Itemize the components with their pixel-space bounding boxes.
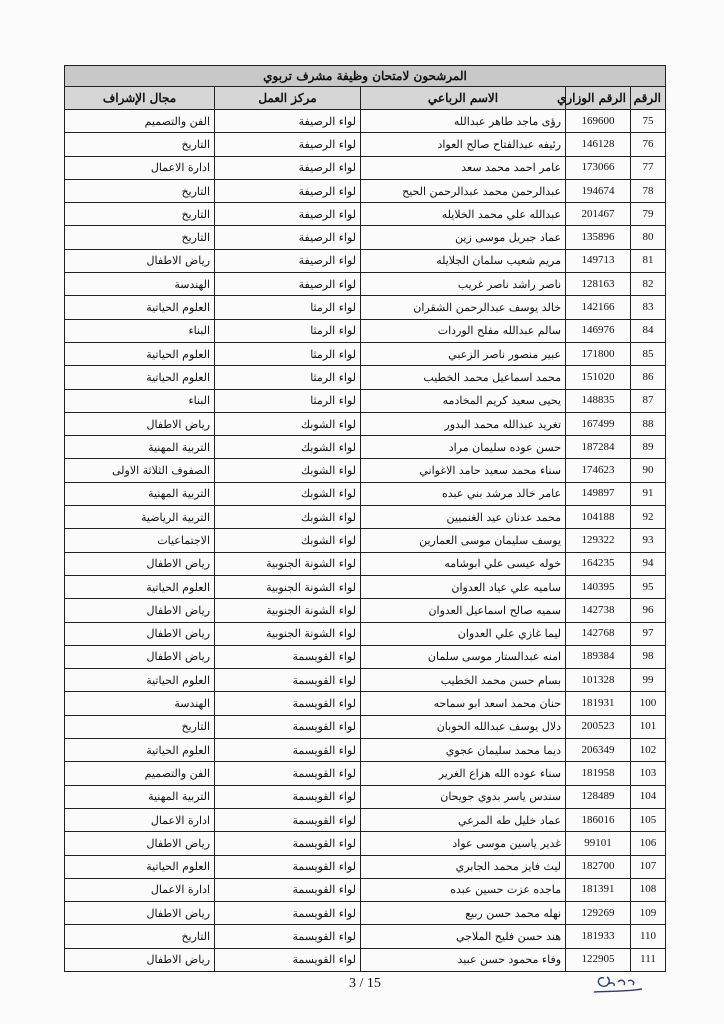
supervision-field-cell: البناء <box>65 319 215 342</box>
table-row <box>65 529 666 552</box>
supervision-field-cell: التاريخ <box>65 226 215 249</box>
ministry-id-cell: 99101 <box>566 832 631 855</box>
work-center-cell: لواء القويسمة <box>215 692 361 715</box>
row-number-cell: 96 <box>631 599 666 622</box>
supervision-field-cell: رياض الاطفال <box>65 902 215 925</box>
table-row <box>65 412 666 435</box>
table-row <box>65 156 666 179</box>
row-number-cell: 95 <box>631 575 666 598</box>
row-number-cell: 87 <box>631 389 666 412</box>
work-center-cell: لواء الشوبك <box>215 529 361 552</box>
table-row <box>65 715 666 738</box>
ministry-id-cell: 122905 <box>566 948 631 971</box>
supervision-field-cell: ادارة الاعمال <box>65 808 215 831</box>
supervision-field-cell: رياض الاطفال <box>65 645 215 668</box>
full-name-cell: سناء عوده الله هزاع الغرير <box>361 762 566 785</box>
full-name-cell: عامر خالد مرشد بني عبده <box>361 482 566 505</box>
work-center-cell: لواء الرصيفة <box>215 273 361 296</box>
supervision-field-cell: العلوم الحياتية <box>65 575 215 598</box>
row-number-cell: 106 <box>631 832 666 855</box>
ministry-id-cell: 186016 <box>566 808 631 831</box>
ministry-id-cell: 151020 <box>566 366 631 389</box>
row-number-cell: 111 <box>631 948 666 971</box>
work-center-cell: لواء القويسمة <box>215 715 361 738</box>
row-number-cell: 81 <box>631 249 666 272</box>
work-center-cell: لواء القويسمة <box>215 925 361 948</box>
ministry-id-cell: 142768 <box>566 622 631 645</box>
full-name-cell: وفاء محمود حسن عبيد <box>361 948 566 971</box>
supervision-field-cell: العلوم الحياتية <box>65 366 215 389</box>
ministry-id-cell: 142166 <box>566 296 631 319</box>
work-center-cell: لواء القويسمة <box>215 808 361 831</box>
table-row <box>65 808 666 831</box>
table-title-row <box>65 66 666 87</box>
supervision-field-cell: التربية الرياضية <box>65 506 215 529</box>
ministry-id-cell: 169600 <box>566 110 631 133</box>
table-row <box>65 389 666 412</box>
ministry-id-cell: 173066 <box>566 156 631 179</box>
work-center-cell: لواء الشونة الجنوبية <box>215 552 361 575</box>
candidates-table <box>64 65 666 972</box>
full-name-cell: بسام حسن محمد الخطيب <box>361 669 566 692</box>
supervision-field-cell: التربية المهنية <box>65 785 215 808</box>
ministry-id-cell: 171800 <box>566 342 631 365</box>
supervision-field-cell: الاجتماعيات <box>65 529 215 552</box>
work-center-cell: لواء القويسمة <box>215 785 361 808</box>
table-row <box>65 575 666 598</box>
ministry-id-cell: 146128 <box>566 133 631 156</box>
table-row <box>65 878 666 901</box>
supervision-field-cell: التاريخ <box>65 715 215 738</box>
table-header-row <box>65 87 666 110</box>
supervision-field-cell: التاريخ <box>65 203 215 226</box>
table-row <box>65 459 666 482</box>
supervision-field-cell: العلوم الحياتية <box>65 739 215 762</box>
row-number-cell: 97 <box>631 622 666 645</box>
full-name-cell: سندس ياسر بدوي جويحان <box>361 785 566 808</box>
ministry-id-cell: 181931 <box>566 692 631 715</box>
header-work-center: مركز العمل <box>215 87 361 110</box>
header-ministry-id: الرقم الوزاري <box>566 87 631 110</box>
table-row <box>65 785 666 808</box>
table-row <box>65 133 666 156</box>
ministry-id-cell: 164235 <box>566 552 631 575</box>
work-center-cell: لواء القويسمة <box>215 855 361 878</box>
row-number-cell: 88 <box>631 412 666 435</box>
table-row <box>65 342 666 365</box>
row-number-cell: 103 <box>631 762 666 785</box>
ministry-id-cell: 140395 <box>566 575 631 598</box>
row-number-cell: 99 <box>631 669 666 692</box>
row-number-cell: 109 <box>631 902 666 925</box>
supervision-field-cell: التاريخ <box>65 179 215 202</box>
work-center-cell: لواء الرمثا <box>215 342 361 365</box>
work-center-cell: لواء الشوبك <box>215 436 361 459</box>
supervision-field-cell: العلوم الحياتية <box>65 855 215 878</box>
ministry-id-cell: 167499 <box>566 412 631 435</box>
work-center-cell: لواء القويسمة <box>215 832 361 855</box>
table-body <box>65 110 666 972</box>
work-center-cell: لواء الرصيفة <box>215 203 361 226</box>
table-row <box>65 645 666 668</box>
table-row <box>65 925 666 948</box>
row-number-cell: 108 <box>631 878 666 901</box>
full-name-cell: خالد يوسف عبدالرحمن الشقران <box>361 296 566 319</box>
table-row <box>65 482 666 505</box>
supervision-field-cell: الصفوف الثلاثة الاولى <box>65 459 215 482</box>
table-row <box>65 739 666 762</box>
full-name-cell: حسن عوده سليمان مراد <box>361 436 566 459</box>
ministry-id-cell: 182700 <box>566 855 631 878</box>
supervision-field-cell: الفن والتصميم <box>65 762 215 785</box>
supervision-field-cell: العلوم الحياتية <box>65 669 215 692</box>
work-center-cell: لواء الشوبك <box>215 482 361 505</box>
table-title: المرشحون لامتحان وظيفة مشرف تربوي <box>65 66 666 87</box>
row-number-cell: 76 <box>631 133 666 156</box>
table-row <box>65 622 666 645</box>
row-number-cell: 110 <box>631 925 666 948</box>
row-number-cell: 105 <box>631 808 666 831</box>
table-row <box>65 179 666 202</box>
row-number-cell: 79 <box>631 203 666 226</box>
full-name-cell: عامر احمد محمد سعد <box>361 156 566 179</box>
work-center-cell: لواء القويسمة <box>215 762 361 785</box>
table-row <box>65 436 666 459</box>
work-center-cell: لواء الرمثا <box>215 389 361 412</box>
work-center-cell: لواء الرصيفة <box>215 226 361 249</box>
work-center-cell: لواء الرصيفة <box>215 179 361 202</box>
full-name-cell: محمد عدنان عيد الغنميين <box>361 506 566 529</box>
full-name-cell: ماجده عزت حسين عبده <box>361 878 566 901</box>
row-number-cell: 75 <box>631 110 666 133</box>
full-name-cell: يوسف سليمان موسى العمارين <box>361 529 566 552</box>
full-name-cell: عماد خليل طه المرعي <box>361 808 566 831</box>
supervision-field-cell: الهندسة <box>65 273 215 296</box>
supervision-field-cell: رياض الاطفال <box>65 249 215 272</box>
table-row <box>65 832 666 855</box>
supervision-field-cell: التربية المهنية <box>65 482 215 505</box>
row-number-cell: 98 <box>631 645 666 668</box>
row-number-cell: 85 <box>631 342 666 365</box>
table-row <box>65 552 666 575</box>
ministry-id-cell: 181933 <box>566 925 631 948</box>
work-center-cell: لواء الرصيفة <box>215 156 361 179</box>
header-supervision-field: مجال الإشراف <box>65 87 215 110</box>
supervision-field-cell: رياض الاطفال <box>65 412 215 435</box>
ministry-id-cell: 174623 <box>566 459 631 482</box>
full-name-cell: غدير ياسين موسى عواد <box>361 832 566 855</box>
work-center-cell: لواء الرمثا <box>215 296 361 319</box>
work-center-cell: لواء القويسمة <box>215 878 361 901</box>
full-name-cell: ديما محمد سليمان عجوي <box>361 739 566 762</box>
ministry-id-cell: 101328 <box>566 669 631 692</box>
row-number-cell: 102 <box>631 739 666 762</box>
supervision-field-cell: ادارة الاعمال <box>65 878 215 901</box>
ministry-id-cell: 200523 <box>566 715 631 738</box>
ministry-id-cell: 181958 <box>566 762 631 785</box>
work-center-cell: لواء الرصيفة <box>215 249 361 272</box>
supervision-field-cell: رياض الاطفال <box>65 622 215 645</box>
full-name-cell: عماد جبريل موسى زين <box>361 226 566 249</box>
full-name-cell: حنان محمد اسعد ابو سماحه <box>361 692 566 715</box>
supervision-field-cell: رياض الاطفال <box>65 948 215 971</box>
row-number-cell: 100 <box>631 692 666 715</box>
full-name-cell: عبدالله علي محمد الخلايله <box>361 203 566 226</box>
work-center-cell: لواء القويسمة <box>215 948 361 971</box>
work-center-cell: لواء الشونة الجنوبية <box>215 622 361 645</box>
supervision-field-cell: رياض الاطفال <box>65 552 215 575</box>
full-name-cell: امنه عبدالستار موسى سلمان <box>361 645 566 668</box>
row-number-cell: 78 <box>631 179 666 202</box>
full-name-cell: ناصر راشد ناصر غريب <box>361 273 566 296</box>
row-number-cell: 92 <box>631 506 666 529</box>
work-center-cell: لواء الشونة الجنوبية <box>215 575 361 598</box>
supervision-field-cell: العلوم الحياتية <box>65 342 215 365</box>
work-center-cell: لواء القويسمة <box>215 669 361 692</box>
work-center-cell: لواء الشوبك <box>215 459 361 482</box>
supervision-field-cell: رياض الاطفال <box>65 832 215 855</box>
supervision-field-cell: التربية المهنية <box>65 436 215 459</box>
row-number-cell: 82 <box>631 273 666 296</box>
full-name-cell: رئيفه عبدالفتاح صالح العواد <box>361 133 566 156</box>
supervision-field-cell: البناء <box>65 389 215 412</box>
ministry-id-cell: 189384 <box>566 645 631 668</box>
work-center-cell: لواء الرصيفة <box>215 110 361 133</box>
full-name-cell: ليث فايز محمد الجابري <box>361 855 566 878</box>
table-row <box>65 273 666 296</box>
row-number-cell: 107 <box>631 855 666 878</box>
row-number-cell: 89 <box>631 436 666 459</box>
ministry-id-cell: 149897 <box>566 482 631 505</box>
full-name-cell: تغريد عبدالله محمد البدور <box>361 412 566 435</box>
supervision-field-cell: رياض الاطفال <box>65 599 215 622</box>
ministry-id-cell: 129269 <box>566 902 631 925</box>
table-row <box>65 296 666 319</box>
row-number-cell: 86 <box>631 366 666 389</box>
ministry-id-cell: 146976 <box>566 319 631 342</box>
row-number-cell: 90 <box>631 459 666 482</box>
ministry-id-cell: 187284 <box>566 436 631 459</box>
work-center-cell: لواء الرمثا <box>215 319 361 342</box>
row-number-cell: 80 <box>631 226 666 249</box>
full-name-cell: خوله عيسى علي ابوشامه <box>361 552 566 575</box>
row-number-cell: 83 <box>631 296 666 319</box>
row-number-cell: 93 <box>631 529 666 552</box>
supervision-field-cell: ادارة الاعمال <box>65 156 215 179</box>
table-row <box>65 506 666 529</box>
table-row <box>65 319 666 342</box>
ministry-id-cell: 201467 <box>566 203 631 226</box>
header-full-name: الاسم الرباعي <box>361 87 566 110</box>
ministry-id-cell: 128489 <box>566 785 631 808</box>
table-row <box>65 902 666 925</box>
work-center-cell: لواء الشوبك <box>215 506 361 529</box>
full-name-cell: رؤى ماجد طاهر عبدالله <box>361 110 566 133</box>
row-number-cell: 101 <box>631 715 666 738</box>
supervision-field-cell: الفن والتصميم <box>65 110 215 133</box>
table-row <box>65 366 666 389</box>
work-center-cell: لواء الشونة الجنوبية <box>215 599 361 622</box>
work-center-cell: لواء الشوبك <box>215 412 361 435</box>
work-center-cell: لواء القويسمة <box>215 645 361 668</box>
ministry-id-cell: 104188 <box>566 506 631 529</box>
ministry-id-cell: 129322 <box>566 529 631 552</box>
header-number: الرقم <box>631 87 666 110</box>
work-center-cell: لواء القويسمة <box>215 902 361 925</box>
full-name-cell: عبير منصور ناصر الزعبي <box>361 342 566 365</box>
table-row <box>65 249 666 272</box>
ministry-id-cell: 128163 <box>566 273 631 296</box>
full-name-cell: ليما غازي علي العدوان <box>361 622 566 645</box>
ministry-id-cell: 142738 <box>566 599 631 622</box>
table-row <box>65 110 666 133</box>
work-center-cell: لواء الرمثا <box>215 366 361 389</box>
full-name-cell: عبدالرحمن محمد عبدالرحمن الحيح <box>361 179 566 202</box>
supervision-field-cell: التاريخ <box>65 133 215 156</box>
ministry-id-cell: 135896 <box>566 226 631 249</box>
full-name-cell: سناء محمد سعيد حامد الاغواني <box>361 459 566 482</box>
full-name-cell: هند حسن فليح الملاجي <box>361 925 566 948</box>
ministry-id-cell: 194674 <box>566 179 631 202</box>
table-row <box>65 762 666 785</box>
full-name-cell: سميه صالح اسماعيل العدوان <box>361 599 566 622</box>
ministry-id-cell: 206349 <box>566 739 631 762</box>
full-name-cell: محمد اسماعيل محمد الخطيب <box>361 366 566 389</box>
signature-mark <box>590 962 650 1002</box>
page-number: 3 / 15 <box>349 976 381 991</box>
full-name-cell: سالم عبدالله مفلح الوردات <box>361 319 566 342</box>
table-row <box>65 226 666 249</box>
row-number-cell: 77 <box>631 156 666 179</box>
table-row <box>65 599 666 622</box>
full-name-cell: يحيى سعيد كريم المخادمه <box>361 389 566 412</box>
table-row <box>65 203 666 226</box>
ministry-id-cell: 181391 <box>566 878 631 901</box>
row-number-cell: 94 <box>631 552 666 575</box>
table-row <box>65 855 666 878</box>
row-number-cell: 84 <box>631 319 666 342</box>
supervision-field-cell: العلوم الحياتية <box>65 296 215 319</box>
work-center-cell: لواء الرصيفة <box>215 133 361 156</box>
full-name-cell: دلال يوسف عبدالله الحوبان <box>361 715 566 738</box>
supervision-field-cell: الهندسة <box>65 692 215 715</box>
work-center-cell: لواء القويسمة <box>215 739 361 762</box>
table-row <box>65 692 666 715</box>
table-row <box>65 948 666 971</box>
table-row <box>65 669 666 692</box>
supervision-field-cell: التاريخ <box>65 925 215 948</box>
full-name-cell: مريم شعيب سلمان الجلايله <box>361 249 566 272</box>
row-number-cell: 104 <box>631 785 666 808</box>
row-number-cell: 91 <box>631 482 666 505</box>
full-name-cell: ساميه علي عياد العدوان <box>361 575 566 598</box>
ministry-id-cell: 149713 <box>566 249 631 272</box>
ministry-id-cell: 148835 <box>566 389 631 412</box>
full-name-cell: نهله محمد حسن ربيع <box>361 902 566 925</box>
